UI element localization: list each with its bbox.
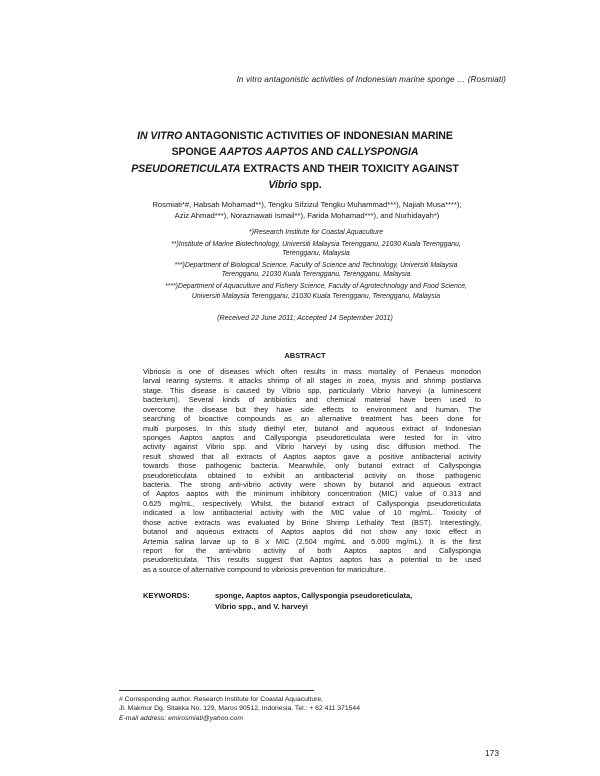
running-header: In vitro antagonistic activities of Indonesian marine sponge … (Rosmiati): [236, 75, 506, 84]
keywords-line-2: Vibrio spp., and V. harveyi: [215, 602, 308, 612]
abstract-line: of Aaptos aaptos with the minimum inhibitory concentration (MIC) value of 0.313 and: [143, 489, 481, 499]
page-number: 173: [485, 748, 499, 758]
abstract-line: report for the anti-vibrio activity of both Aaptos aaptos and Callyspongia: [143, 546, 481, 556]
abstract-line: activity against Vibrio spp. and Vibrio harveyi by using disc diffusion method. The: [143, 442, 481, 452]
affiliation-line: **)Institute of Marine Biotechnology, Universiti Malaysia Terengganu, 21030 Kuala Terengganu,: [171, 240, 461, 248]
title-line-4: Vibrio spp.: [268, 179, 322, 192]
affiliations: [150, 228, 470, 303]
abstract-line: pseudoreticulata. This results suggest that Aaptos aaptos has a potential to be used: [143, 555, 481, 565]
keywords: [143, 590, 481, 612]
abstract-line: Vibriosis is one of diseases which often results in mass mortality of Penaeus monodon: [143, 367, 481, 376]
abstract-line: indicated a low antibacterial activity with the MIC value of 10 mg/mL. Toxicity of: [143, 508, 481, 518]
footnote-line: # Corresponding author. Research Institute for Coastal Aquaculture,: [119, 696, 324, 703]
abstract-line: sponges Aaptos aaptos and Callyspongia pseudoreticulata were tested for in vitro: [143, 432, 481, 442]
affiliation-1: [150, 228, 470, 238]
author-line-2: Aziz Ahmad***), Noraznawati Ismail**), Farida Mohamad***), and Nurhidayah*): [174, 211, 440, 221]
abstract-line: towards those pathogenic bacteria. Meanwhile, only butanol extract of Callyspongia: [143, 461, 481, 471]
abstract-line: searching of bioactive compounds as an alternative treatment has been done for: [143, 414, 481, 424]
abstract-heading: ABSTRACT: [284, 351, 326, 360]
abstract-line: those active extracts was evaluated by Brine Shrimp Lethality Test (BST). Interestingly,: [143, 517, 481, 527]
paper-title: [110, 128, 480, 194]
abstract-line: pseudoreticulata obtained to exhibit an antibacterial activity on those pathogenic: [143, 470, 481, 480]
affiliation-4: [150, 282, 470, 301]
abstract-line: bacterium). Several kinds of antibiotics and chemical material have been used to: [143, 395, 481, 405]
footnote-divider: [119, 690, 314, 691]
affiliation-3: [150, 261, 470, 280]
footnote-email: E-mail address: emirosmiati@yahoo.com: [119, 714, 243, 722]
abstract-line: overcome the disease but they have side effects to environment and human. The: [143, 404, 481, 414]
keywords-line-1: sponge, Aaptos aaptos, Callyspongia pseudoreticulata,: [215, 591, 413, 600]
affiliation-line: Terengganu, 21030 Kuala Terengganu, Terengganu, Malaysia: [221, 271, 411, 279]
affiliation-2: [150, 240, 470, 259]
keywords-label: KEYWORDS:: [143, 591, 190, 600]
affiliation-line: ****)Department of Aquaculture and Fishery Science, Faculty of Agrotechnology and Food Science,: [164, 282, 468, 290]
footnote-line: Jl. Makmur Dg. Sitakka No. 129, Maros 90512, Indonesia. Tel.: + 62 411 371544: [119, 705, 360, 713]
abstract-line: multi purposes. In this study diethyl eter, butanol and aqueous extract of Indonesian: [143, 423, 481, 433]
title-line-2: SPONGE AAPTOS AAPTOS AND CALLYSPONGIA: [171, 146, 419, 159]
title-line-1: IN VITRO ANTAGONISTIC ACTIVITIES OF INDONESIAN MARINE: [137, 130, 453, 142]
affiliation-line: Terengganu, Malaysia: [282, 250, 350, 258]
affiliation-line: ***)Department of Biological Science, Faculty of Science and Technology, Universiti Malaysia: [174, 261, 458, 269]
abstract-line: Artemia salina larvae up to 8 x MIC (2.504 mg/mL and 5.000 mg/mL). It is the first: [143, 536, 481, 546]
received-dates: (Received 22 June 2011; Accepted 14 September 2011): [217, 314, 393, 322]
abstract-line: result showed that all extracts of Aaptos aaptos gave a positive antibacterial activity: [143, 451, 481, 461]
abstract-line: 0.625 mg/mL, respectively. Whilst, the butanol extract of Callyspongia pseudoreticulata: [143, 498, 481, 508]
affiliation-line: *)Research Institute for Coastal Aquaculture: [248, 229, 384, 236]
abstract-line: as a source of alternative compound to vibriosis prevention for mariculture.: [143, 564, 386, 574]
abstract-line: larval rearing systems. It attacks shrimp of all stages in zoea, mysis and shrimp postlarva: [143, 376, 481, 386]
author-list: [132, 199, 482, 222]
abstract-line: stage. This disease is caused by Vibrio spp, particularly Vibrio harveyi (a luminescent: [143, 385, 481, 395]
abstract-body: [143, 367, 481, 574]
footnotes: [119, 695, 479, 723]
abstract-line: bacteria. The strong anti-vibrio activity were shown by butanol and aqueous extract: [143, 480, 481, 490]
title-line-3: PSEUDORETICULATA EXTRACTS AND THEIR TOXICITY AGAINST: [131, 162, 459, 175]
author-line-1: Rosmiati*#, Habsah Mohamad**), Tengku Sifzizul Tengku Muhammad***), Najiah Musa****),: [152, 200, 462, 209]
affiliation-line: Universiti Malaysia Terengganu, 21030 Kuala Terengganu, Terengganu, Malaysia: [191, 292, 441, 300]
abstract-line: butanol and aqueous extracts of Aaptos aaptos did not show any toxic effect in: [143, 527, 481, 537]
